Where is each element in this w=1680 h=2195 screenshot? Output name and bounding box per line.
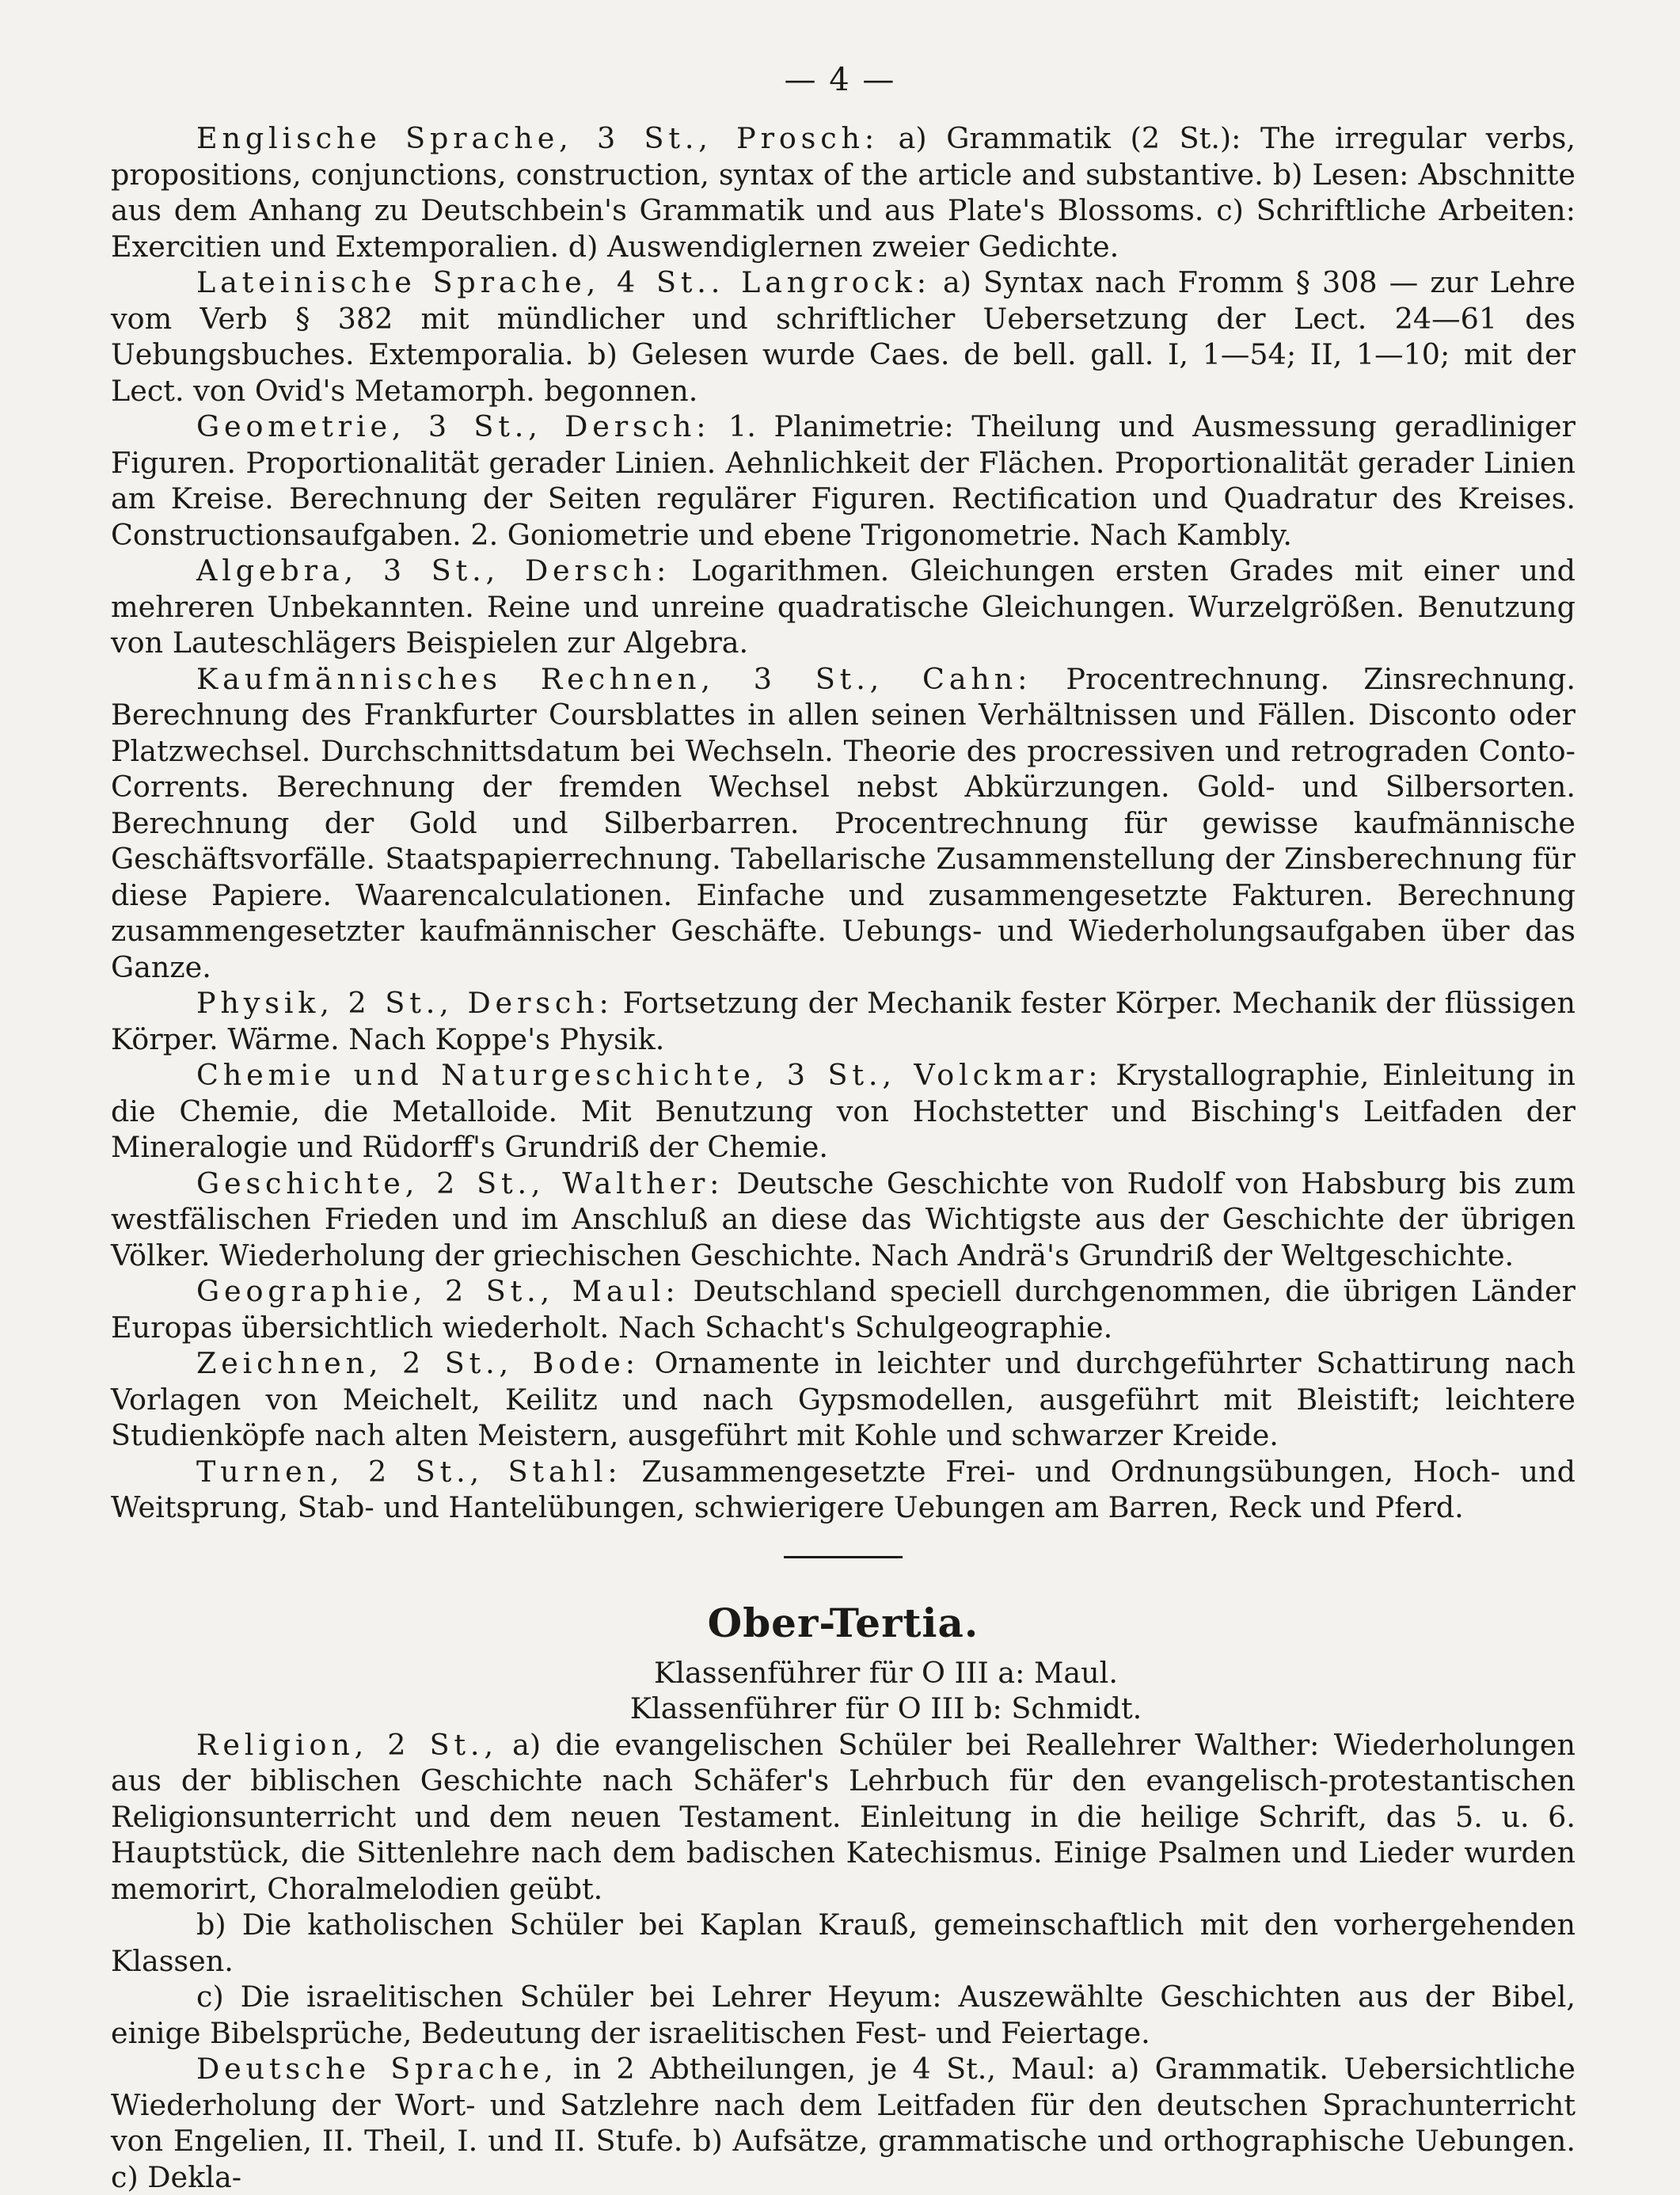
subject-paragraph xyxy=(111,409,1575,553)
subject-heading: Deutsche Sprache, xyxy=(196,2052,558,2086)
subject-heading: Geometrie, 3 St., Dersch: xyxy=(196,409,710,443)
subject-heading: Geschichte, 2 St., Walther: xyxy=(196,1166,724,1200)
section-divider xyxy=(784,1556,903,1558)
subject-heading: Turnen, 2 St., Stahl: xyxy=(196,1455,622,1489)
subject-text: in 2 Abtheilungen, je 4 St., Maul: a) Grammatik. Uebersichtliche Wiederholung der Wort- und Satzlehre nach dem Leitfaden für den deutschen Sprachunterricht von Engelien, II. Theil, I. und II. Stufe. b) Aufsätze, grammatische und orthographische Uebungen. c) Dekla- xyxy=(111,2052,1575,2194)
subject-paragraph xyxy=(111,264,1575,409)
subject-paragraph xyxy=(111,120,1575,264)
subject-paragraph xyxy=(111,661,1575,986)
section-title: Ober-Tertia. xyxy=(111,1600,1575,1647)
lower-subjects xyxy=(111,1727,1575,2195)
subject-heading: Zeichnen, 2 St., Bode: xyxy=(196,1346,640,1380)
subject-text: b) Die katholischen Schüler bei Kaplan Krauß, gemeinschaftlich mit den vorhergehenden Klassen. xyxy=(111,1908,1575,1978)
subject-text: Fortsetzung der Mechanik fester Körper. Mechanik der flüssigen Körper. Wärme. Nach Koppe's Physik. xyxy=(111,986,1575,1056)
page-number: — 4 — xyxy=(0,62,1680,98)
subject-text: 1. Planimetrie: Theilung und Ausmessung geradliniger Figuren. Proportionalität gerader Linien. Aehnlichkeit der Flächen. Proportionalität gerader Linien am Kreise. Berechnung der Seiten regulärer Figuren. Rectification und Quadratur des Kreises. Constructionsaufgaben. 2. Goniometrie und ebene Trigonometrie. Nach Kambly. xyxy=(111,409,1575,552)
subject-text: Ornamente in leichter und durchgeführter Schattirung nach Vorlagen von Meichelt, Keilitz und nach Gypsmodellen, ausgeführt mit Bleistift; leichtere Studienköpfe nach alten Meistern, ausgeführt mit Kohle und schwarzer Kreide. xyxy=(111,1346,1575,1452)
subject-text: a) die evangelischen Schüler bei Reallehrer Walther: Wiederholungen aus der biblischen Geschichte nach Schäfer's Lehrbuch für den evangelisch-protestantischen Religionsunterricht und dem neuen Testament. Einleitung in die heilige Schrift, das 5. u. 6. Hauptstück, die Sittenlehre nach dem badischen Katechismus. Einige Psalmen und Lieder wurden memorirt, Choralmelodien geübt. xyxy=(111,1728,1575,1906)
subject-paragraph xyxy=(111,1273,1575,1345)
subject-paragraph xyxy=(111,2051,1575,2195)
subject-text: a) Grammatik (2 St.): The irregular verbs, propositions, conjunctions, construction, syntax of the article and substantive. b) Lesen: Abschnitte aus dem Anhang zu Deutschbein's Grammatik und aus Plate's Blossoms. c) Schriftliche Arbeiten: Exercitien und Extemporalien. d) Auswendiglernen zweier Gedichte. xyxy=(111,121,1575,264)
subject-text: Logarithmen. Gleichungen ersten Grades mit einer und mehreren Unbekannten. Reine und unreine quadratische Gleichungen. Wurzelgrößen. Benutzung von Lauteschlägers Beispielen zur Algebra. xyxy=(111,554,1575,660)
subject-text: c) Die israelitischen Schüler bei Lehrer Heyum: Auszewählte Geschichten aus der Bibel, einige Bibelsprüche, Bedeutung der israelitischen Fest- und Feiertage. xyxy=(111,1980,1575,2050)
subject-text: Krystallographie, Einleitung in die Chemie, die Metalloide. Mit Benutzung von Hochstetter und Bisching's Leitfaden der Mineralogie und Rüdorff's Grundriß der Chemie. xyxy=(111,1058,1575,1164)
subject-text: Deutsche Geschichte von Rudolf von Habsburg bis zum westfälischen Frieden und im Anschluß an diese das Wichtigste aus der Geschichte der übrigen Völker. Wiederholung der griechischen Geschichte. Nach Andrä's Grundriß der Weltgeschichte. xyxy=(111,1166,1575,1272)
subject-heading: Physik, 2 St., Dersch: xyxy=(196,986,614,1020)
subject-paragraph xyxy=(111,1727,1575,1908)
subject-paragraph xyxy=(111,1345,1575,1454)
subject-paragraph xyxy=(111,1166,1575,1274)
subject-paragraph xyxy=(111,1057,1575,1166)
subject-heading: Geographie, 2 St., Maul: xyxy=(196,1274,679,1308)
class-leader-b: Klassenführer für O III b: Schmidt. xyxy=(111,1691,1575,1727)
class-leader-a: Klassenführer für O III a: Maul. xyxy=(111,1655,1575,1691)
subject-text: Deutschland speciell durchgenommen, die übrigen Länder Europas übersichtlich wiederholt. Nach Schacht's Schulgeographie. xyxy=(111,1274,1575,1345)
subject-paragraph xyxy=(111,1979,1575,2051)
subject-paragraph xyxy=(111,1454,1575,1526)
subject-paragraph xyxy=(111,1907,1575,1979)
subject-heading: Lateinische Sprache, 4 St.. Langrock: xyxy=(196,265,931,299)
page-content xyxy=(111,120,1575,2195)
subject-text: Zusammengesetzte Frei- und Ordnungsübungen, Hoch- und Weitsprung, Stab- und Hantelübungen, schwierigere Uebungen am Barren, Reck und Pferd. xyxy=(111,1455,1575,1525)
subject-paragraph xyxy=(111,553,1575,661)
subject-heading: Religion, 2 St., xyxy=(196,1728,498,1762)
subject-heading: Kaufmännisches Rechnen, 3 St., Cahn: xyxy=(196,662,1032,696)
subject-text: Procentrechnung. Zinsrechnung. Berechnung des Frankfurter Coursblattes in allen seinen Verhältnissen und Fällen. Disconto oder Platzwechsel. Durchschnittsdatum bei Wechseln. Theorie des procressiven und retrograden Conto-Corrents. Berechnung der fremden Wechsel nebst Abkürzungen. Gold- und Silbersorten. Berechnung der Gold und Silberbarren. Procentrechnung für gewisse kaufmännische Geschäftsvorfälle. Staatspapierrechnung. Tabellarische Zusammenstellung der Zinsberechnung für diese Papiere. Waarencalculationen. Einfache und zusammengesetzte Fakturen. Berechnung zusammengesetzter kaufmännischer Geschäfte. Uebungs- und Wiederholungsaufgaben über das Ganze. xyxy=(111,662,1575,984)
subject-heading: Chemie und Naturgeschichte, 3 St., Volckmar: xyxy=(196,1058,1102,1092)
subject-heading: Englische Sprache, 3 St., Prosch: xyxy=(196,121,879,155)
subject-heading: Algebra, 3 St., Dersch: xyxy=(196,554,671,588)
upper-subjects xyxy=(111,120,1575,1526)
subject-paragraph xyxy=(111,985,1575,1057)
subject-text: a) Syntax nach Fromm § 308 — zur Lehre vom Verb § 382 mit mündlicher und schriftlicher Uebersetzung der Lect. 24—61 des Uebungsbuches. Extemporalia. b) Gelesen wurde Caes. de bell. gall. I, 1—54; II, 1—10; mit der Lect. von Ovid's Metamorph. begonnen. xyxy=(111,265,1575,408)
